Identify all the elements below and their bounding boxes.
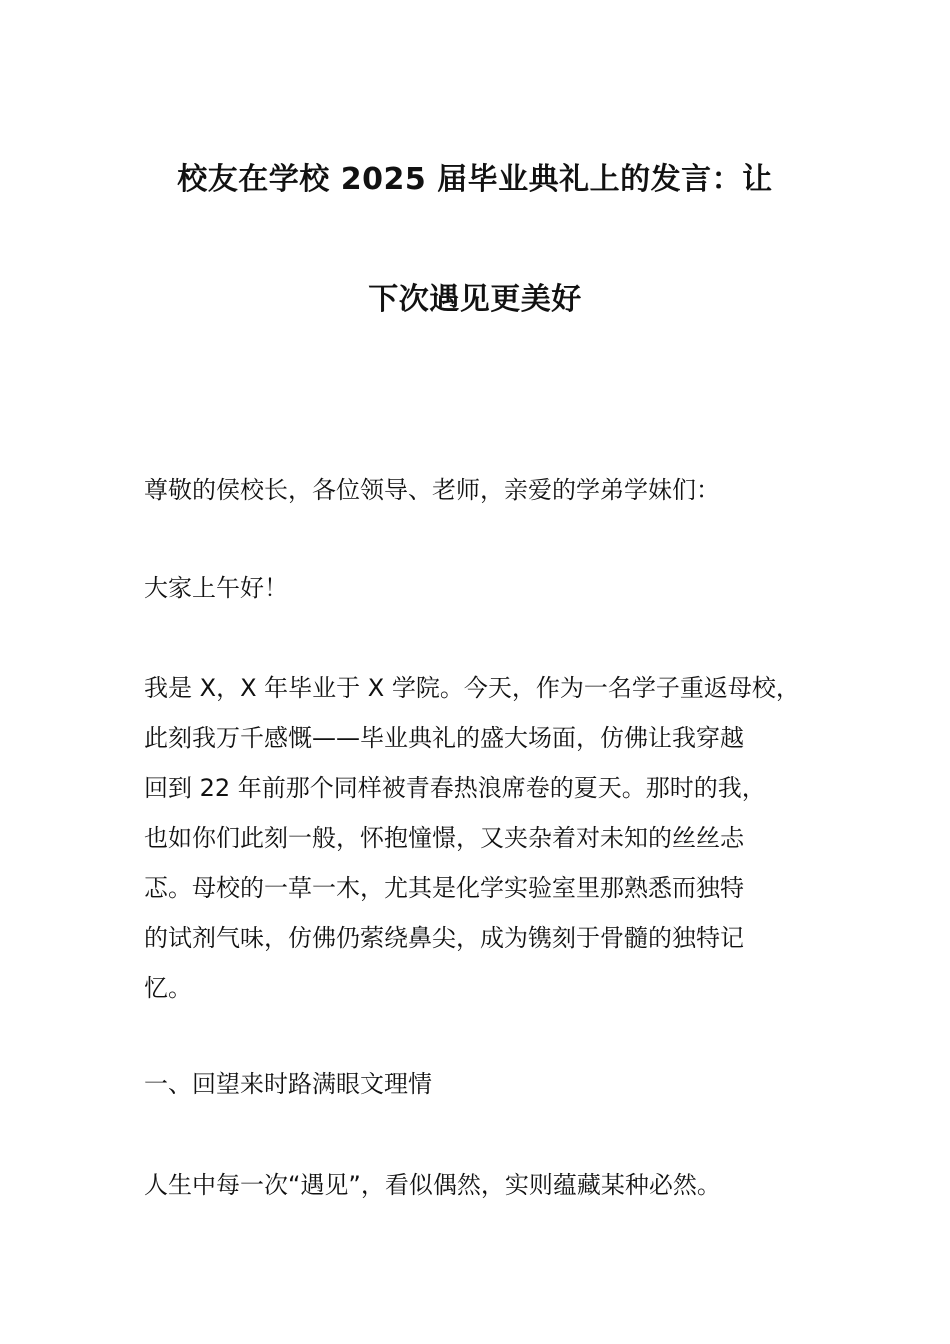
document-title-line-2: 下次遇见更美好 <box>368 282 582 317</box>
intro-line: 此刻我万千感慨——毕业典礼的盛大场面，仿佛让我穿越 <box>144 724 744 752</box>
intro-line: 也如你们此刻一般，怀抱憧憬，又夹杂着对未知的丝丝忐 <box>144 824 744 852</box>
intro-line: 的试剂气味，仿佛仍萦绕鼻尖，成为镌刻于骨髓的独特记 <box>144 924 744 952</box>
hello-paragraph: 大家上午好！ <box>144 574 288 602</box>
section-1-heading: 一、回望来时路满眼文理情 <box>144 1070 432 1098</box>
intro-line: 忆。 <box>144 974 192 1002</box>
greeting-paragraph: 尊敬的侯校长，各位领导、老师，亲爱的学弟学妹们： <box>144 476 720 504</box>
intro-line: 回到 22 年前那个同样被青春热浪席卷的夏天。那时的我， <box>144 774 766 802</box>
intro-line: 忑。母校的一草一木，尤其是化学实验室里那熟悉而独特 <box>144 874 744 902</box>
meeting-paragraph: 人生中每一次“遇见”，看似偶然，实则蕴藏某种必然。 <box>144 1171 721 1199</box>
document-title-line-1: 校友在学校 2025 届毕业典礼上的发言：让 <box>177 162 773 197</box>
intro-paragraph <box>144 663 834 1013</box>
intro-line: 我是 X，X 年毕业于 X 学院。今天，作为一名学子重返母校， <box>144 674 800 702</box>
